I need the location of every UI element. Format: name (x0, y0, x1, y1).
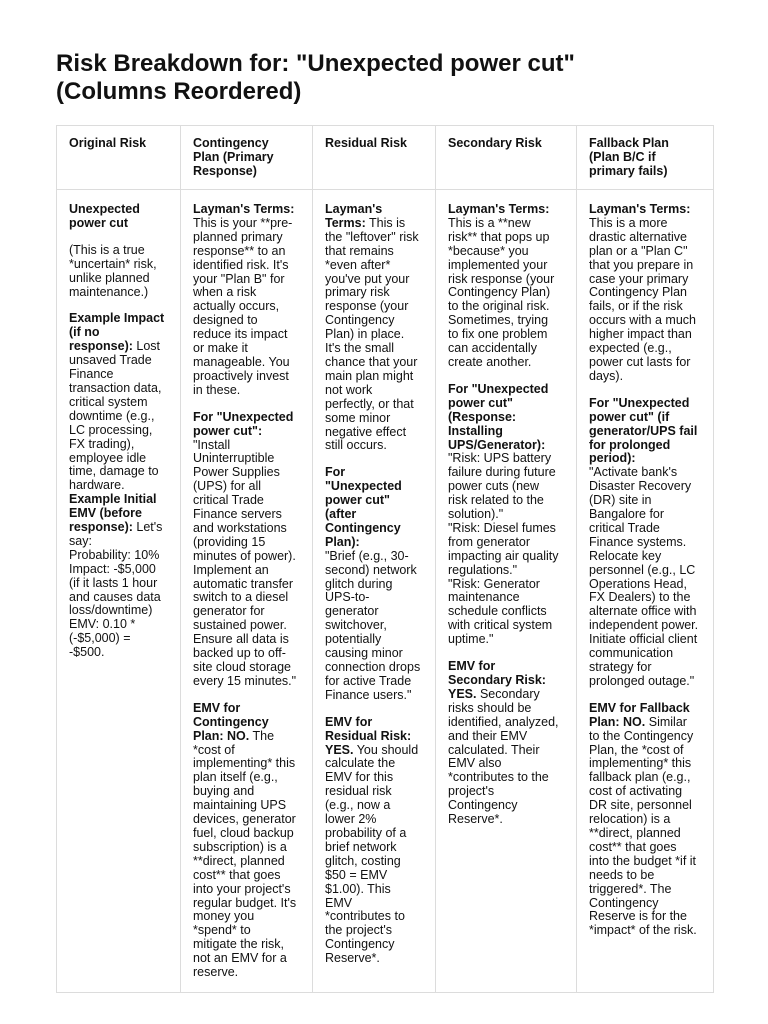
text-line: Finance servers (193, 507, 282, 522)
text-line: triggered*. The (589, 881, 672, 896)
text-line: *uncertain* risk, (69, 256, 157, 271)
text-line: main plan might (325, 368, 414, 383)
text-line: Finance (69, 367, 114, 382)
text-line: backed up to off- (193, 646, 286, 661)
text-line: *cost of (193, 742, 235, 757)
text-line: *contributes to (325, 909, 405, 924)
text-line: response (your (325, 299, 409, 314)
text-line: "Install (193, 437, 231, 452)
text-line: For "Unexpected (589, 395, 690, 410)
text-line: loss/downtime) (69, 603, 153, 618)
emv-label (325, 716, 424, 744)
text-line: This is your **pre- (193, 215, 293, 230)
text-line: fuel, cloud backup (193, 825, 294, 840)
for-power-cut-label (325, 466, 424, 549)
text-line: some minor (325, 410, 391, 425)
layman-terms-label: Layman's (325, 202, 383, 216)
header-line: (Plan B/C if (589, 149, 656, 164)
text-line: generator for (193, 604, 265, 619)
text-line: Operations Head, (589, 576, 687, 591)
text-line: automatic transfer (193, 576, 294, 591)
text-line: or make it (193, 341, 248, 356)
text-line: that remains (325, 243, 394, 258)
risk-name (69, 203, 169, 231)
cell-contingency-plan (181, 190, 313, 993)
text-line: designed to (193, 313, 258, 328)
text-line: in these. (193, 382, 241, 397)
text-line: potentially (325, 632, 382, 647)
text-line: (if no (69, 325, 100, 340)
text-line: power cut" (if (589, 409, 670, 424)
layman-terms-label: Layman's Terms: (193, 202, 295, 216)
text-line: (Response: (448, 409, 517, 424)
text-line: implemented your (448, 257, 548, 272)
layman-terms-text (589, 217, 702, 384)
text-line: buying and (193, 784, 255, 799)
table-row (57, 190, 714, 993)
text-line: "Risk: UPS battery (448, 451, 552, 466)
text-line: causing minor (325, 646, 403, 661)
text-line: (after (325, 507, 357, 522)
text-line: actually occurs, (193, 299, 280, 314)
text-line: maintaining UPS (193, 798, 287, 813)
text-line: and workstations (193, 520, 287, 535)
text-line: impacting air quality (448, 548, 559, 563)
text-line: create another. (448, 354, 532, 369)
text-line: switchover, (325, 618, 387, 633)
page-title-line-1: Risk Breakdown for: "Unexpected power cut" (56, 50, 575, 77)
example-emv-label (69, 493, 169, 521)
text-line: not an EMV for a (193, 951, 287, 966)
text-line: Example Impact (69, 311, 165, 326)
text-line: Contingency (448, 798, 518, 813)
text-line: FX Dealers) to the (589, 590, 691, 605)
text-line: EMV for (325, 714, 373, 729)
header-original-risk (57, 126, 181, 190)
text-line: Uninterruptible (193, 451, 275, 466)
text-line: when a risk (193, 285, 257, 300)
text-line: For (325, 465, 346, 480)
text-line: EMV for (193, 700, 241, 715)
header-contingency-plan (181, 126, 313, 190)
text-line: Secondary Risk: (448, 673, 546, 687)
text-line: **direct, planned (193, 853, 285, 868)
text-line: UPS/Generator): (448, 437, 546, 452)
risk-description (69, 244, 169, 300)
text-line: Residual Risk: (325, 728, 412, 743)
text-line: uptime." (448, 632, 494, 647)
text-line: $50 = EMV (325, 867, 388, 882)
layman-terms-text (448, 217, 565, 370)
text-line: Reserve is for the (589, 909, 687, 924)
text-line: EMV (325, 895, 353, 910)
emv-label (589, 702, 702, 716)
text-line: risk response (your (448, 271, 555, 286)
text-line: *spend* to (193, 923, 251, 938)
emv-label-tail: YES. (448, 686, 477, 701)
text-line: from generator (448, 534, 530, 549)
text-line: Contingency (589, 895, 659, 910)
text-line: Contingency (325, 313, 395, 328)
text-line: fails, or if the risk (589, 299, 683, 314)
text-line: Ensure all data is (193, 632, 289, 647)
header-secondary-risk (436, 126, 577, 190)
text-line: relocation) is a (589, 812, 671, 827)
text-line: DR site, personnel (589, 798, 692, 813)
text-line: communication (589, 646, 674, 661)
text-line: response** to an (193, 243, 286, 258)
text-line: switch to a diesel (193, 590, 289, 605)
text-line: the project's (325, 923, 393, 938)
text-line: Probability: 10% (69, 547, 160, 562)
text-line: For "Unexpected (193, 409, 294, 424)
text-line: glitch, costing (325, 853, 401, 868)
text-line: perfectly, or that (325, 396, 414, 411)
text-line: power cut" (448, 395, 513, 410)
text-line: manageable. You (193, 354, 290, 369)
text-line: sustained power. (193, 618, 287, 633)
text-line: *impact* of the risk. (589, 923, 697, 938)
text-line: with critical system (448, 618, 553, 633)
text-line: "Unexpected (325, 479, 402, 494)
text-line: transaction data, (69, 380, 162, 395)
text-line: the "leftover" risk (325, 229, 419, 244)
header-line: Secondary Risk (448, 136, 542, 150)
header-line: Original Risk (69, 136, 147, 150)
layman-terms-label-tail: Terms: (325, 215, 366, 230)
text-line: power cut" (325, 493, 390, 508)
text-line: independent power. (589, 618, 699, 633)
page-title (56, 50, 736, 106)
layman-terms-label: Layman's Terms: (589, 202, 691, 216)
text-line: glitch during (325, 576, 393, 591)
text-line: employee idle (69, 450, 147, 465)
text-line: days). (589, 368, 624, 383)
text-line: $1.00). This (325, 881, 391, 896)
text-line: Plan, the *cost of (589, 742, 684, 757)
emv-label (193, 702, 301, 730)
text-line: into the budget *if it (589, 853, 697, 868)
text-line: occurs with a much (589, 313, 696, 328)
text-line: UPS-to- (325, 590, 370, 605)
text-line: (e.g., now a (325, 798, 391, 813)
text-line: calculated. Their (448, 742, 540, 757)
text-line: higher impact than (589, 327, 692, 342)
example-emv-text (69, 535, 169, 660)
text-line: For "Unexpected (448, 381, 549, 396)
emv-first: The (249, 728, 275, 743)
text-line: Contingency (325, 937, 395, 952)
text-line: every 15 minutes." (193, 673, 297, 688)
text-line: plan itself (e.g., (193, 770, 278, 785)
text-line: unlike planned (69, 270, 150, 285)
header-line: Response) (193, 163, 257, 178)
header-line: Fallback Plan (589, 136, 669, 150)
text-line: brief network (325, 839, 397, 854)
text-line: Example Initial (69, 492, 157, 507)
text-line: (This is a true (69, 242, 145, 257)
emv-first: Similar (645, 714, 687, 729)
for-power-cut-text (325, 550, 424, 703)
emv-label-tail: Plan: NO. (193, 728, 250, 743)
emv-label-tail: Plan: NO. (589, 714, 646, 729)
text-line: power cut (69, 215, 129, 230)
text-line: for active Trade (325, 673, 412, 688)
text-line: plan or a "Plan C" (589, 243, 688, 258)
text-line: connection drops (325, 660, 421, 674)
text-line: (-$5,000) = (69, 631, 131, 646)
text-line: Impact: -$5,000 (69, 561, 156, 576)
text-line: second) network (325, 562, 417, 577)
example-emv-first: Let's (132, 520, 163, 535)
text-line: "Risk: Diesel fumes (448, 520, 556, 535)
text-line: identified, analyzed, (448, 714, 559, 729)
text-line: EMV for (448, 659, 496, 674)
text-line: drastic alternative (589, 229, 687, 244)
text-line: EMV for Fallback (589, 700, 690, 715)
text-line: not work (325, 382, 373, 397)
text-line: into your project's (193, 881, 291, 896)
text-line: Installing (448, 423, 503, 438)
text-line: and their EMV (448, 728, 528, 743)
text-line: Contingency (325, 520, 401, 535)
text-line: probability of a (325, 825, 407, 840)
cell-secondary-risk (436, 190, 577, 993)
example-impact-first: Lost (132, 339, 161, 354)
text-line: "Activate bank's (589, 465, 678, 480)
text-line: can accidentally (448, 341, 537, 356)
text-line: power cuts (new (448, 479, 540, 494)
text-line: EMV: 0.10 * (69, 617, 136, 632)
text-line: to the original risk. (448, 299, 550, 314)
text-line: Finance systems. (589, 534, 687, 549)
text-line: project's (448, 784, 495, 799)
text-line: Plan) in place. (325, 327, 405, 342)
text-line: and causes data (69, 589, 161, 604)
text-line: personnel (e.g., LC (589, 562, 696, 577)
text-line: EMV for this (325, 770, 394, 785)
text-line: generator (325, 604, 379, 619)
for-power-cut-text (589, 466, 702, 689)
text-line: regulations." (448, 562, 518, 577)
text-line: It's the small (325, 341, 395, 356)
text-line: This is a more (589, 215, 668, 230)
text-line: critical system (69, 394, 148, 409)
emv-label-tail: YES. (325, 742, 354, 757)
text-line: cost of activating (589, 784, 683, 799)
text-line: needs to be (589, 867, 655, 882)
text-line: risk** that pops up (448, 229, 550, 244)
text-line: (providing 15 (193, 534, 266, 549)
text-line: unsaved Trade (69, 353, 152, 368)
example-emv-label-tail: response): (69, 520, 133, 535)
text-line: reduce its impact (193, 327, 288, 342)
text-line: regular budget. It's (193, 895, 297, 910)
text-line: to fix one problem (448, 327, 548, 342)
text-line: minutes of power). (193, 548, 296, 563)
text-line: "Brief (e.g., 30- (325, 548, 409, 563)
text-line: period): (589, 451, 636, 466)
text-line: (DR) site in (589, 493, 652, 508)
text-line: *even after* (325, 257, 391, 272)
emv-text (448, 702, 565, 827)
text-line: critical Trade (193, 493, 264, 508)
emv-first: Secondary (476, 686, 540, 701)
text-line: to the Contingency (589, 728, 694, 743)
layman-terms-text (193, 217, 301, 398)
text-line: (UPS) for all (193, 479, 262, 494)
layman-terms-first: This is (365, 215, 406, 230)
text-line: site cloud storage (193, 660, 291, 674)
text-line: implementing* this (193, 756, 296, 771)
text-line: your "Plan B" for (193, 271, 285, 286)
text-line: chance that your (325, 354, 418, 369)
text-line: maintenance.) (69, 284, 149, 299)
text-line: Power Supplies (193, 465, 280, 480)
text-line: maintenance (448, 590, 520, 605)
emv-label (448, 660, 565, 688)
example-impact-text (69, 354, 169, 493)
text-line: hardware. (69, 478, 125, 493)
text-line: This is a **new (448, 215, 531, 230)
text-line: EMV also (448, 756, 502, 771)
text-line: Unexpected (69, 202, 140, 216)
text-line: implementing* this (589, 756, 692, 771)
text-line: Initiate official client (589, 632, 698, 647)
text-line: cost** that goes (589, 839, 677, 854)
text-line: risk related to the (448, 493, 544, 508)
header-fallback-plan (577, 126, 714, 190)
header-line: primary fails) (589, 163, 668, 178)
header-residual-risk (313, 126, 436, 190)
emv-text (589, 730, 702, 939)
header-line: Plan (Primary (193, 149, 274, 164)
text-line: failure during future (448, 465, 556, 480)
text-line: Implement an (193, 562, 269, 577)
text-line: cost** that goes (193, 867, 281, 882)
text-line: downtime (e.g., (69, 408, 155, 423)
text-line: **direct, planned (589, 825, 681, 840)
text-line: Reserve*. (325, 951, 380, 966)
for-power-cut-text (448, 452, 565, 647)
text-line: EMV (before (69, 506, 142, 521)
text-line: that you prepare in (589, 257, 694, 272)
emv-first: You should (353, 742, 419, 757)
text-line: *because* you (448, 243, 529, 258)
text-line: schedule conflicts (448, 604, 547, 619)
text-line: critical Trade (589, 520, 660, 535)
risk-breakdown-table (56, 125, 714, 993)
text-line: LC processing, (69, 422, 153, 437)
text-line: Bangalore for (589, 507, 665, 522)
text-line: power cut": (193, 423, 263, 438)
text-line: for prolonged (589, 437, 671, 452)
emv-text (193, 744, 301, 980)
for-power-cut-label (193, 411, 301, 439)
text-line: proactively invest (193, 368, 289, 383)
text-line: prolonged outage." (589, 673, 695, 688)
emv-text (325, 757, 424, 966)
text-line: devices, generator (193, 812, 296, 827)
for-power-cut-label (448, 383, 565, 453)
text-line: calculate the (325, 756, 396, 771)
text-line: generator/UPS fail (589, 423, 698, 438)
text-line: Contingency Plan (589, 285, 687, 300)
text-line: Contingency (193, 714, 269, 729)
text-line: lower 2% (325, 812, 377, 827)
text-line: "Risk: Generator (448, 576, 540, 591)
text-line: power cut lasts for (589, 354, 691, 369)
example-impact-label-tail: response): (69, 339, 133, 354)
text-line: identified risk. It's (193, 257, 289, 272)
text-line: fallback plan (e.g., (589, 770, 691, 785)
text-line: time, damage to (69, 464, 159, 479)
page-title-line-2: (Columns Reordered) (56, 78, 302, 105)
text-line: reserve. (193, 965, 239, 980)
cell-residual-risk (313, 190, 436, 993)
text-line: Sometimes, trying (448, 313, 549, 328)
text-line: primary risk (325, 285, 390, 300)
text-line: solution)." (448, 507, 504, 522)
text-line: expected (e.g., (589, 341, 672, 356)
text-line: case your primary (589, 271, 689, 286)
text-line: *contributes to the (448, 770, 549, 785)
text-line: Contingency Plan) (448, 285, 551, 300)
for-power-cut-label (589, 397, 702, 467)
text-line: strategy for (589, 660, 652, 674)
text-line: subscription) is a (193, 839, 287, 854)
text-line: risks should be (448, 700, 532, 715)
cell-fallback-plan (577, 190, 714, 993)
for-power-cut-text (193, 439, 301, 689)
text-line: you've put your (325, 271, 410, 286)
header-line: Residual Risk (325, 136, 407, 150)
text-line: money you (193, 909, 255, 924)
text-line: Finance users." (325, 687, 412, 702)
text-line: residual risk (325, 784, 392, 799)
text-line: -$500. (69, 645, 105, 660)
text-line: Plan): (325, 534, 360, 549)
text-line: say: (69, 533, 92, 548)
text-line: Reserve*. (448, 812, 503, 827)
text-line: Relocate key (589, 548, 662, 563)
table-header-row (57, 126, 714, 190)
text-line: still occurs. (325, 438, 387, 453)
text-line: negative effect (325, 424, 407, 439)
cell-original-risk (57, 190, 181, 993)
text-line: alternate office with (589, 604, 697, 619)
text-line: Disaster Recovery (589, 479, 692, 494)
text-line: mitigate the risk, (193, 937, 285, 952)
layman-terms-label: Layman's Terms: (448, 202, 550, 216)
text-line: planned primary (193, 229, 283, 244)
example-impact-label (69, 312, 169, 340)
header-line: Contingency (193, 136, 269, 150)
text-line: (if it lasts 1 hour (69, 575, 158, 590)
layman-terms-text (325, 231, 424, 454)
text-line: FX trading), (69, 436, 135, 451)
